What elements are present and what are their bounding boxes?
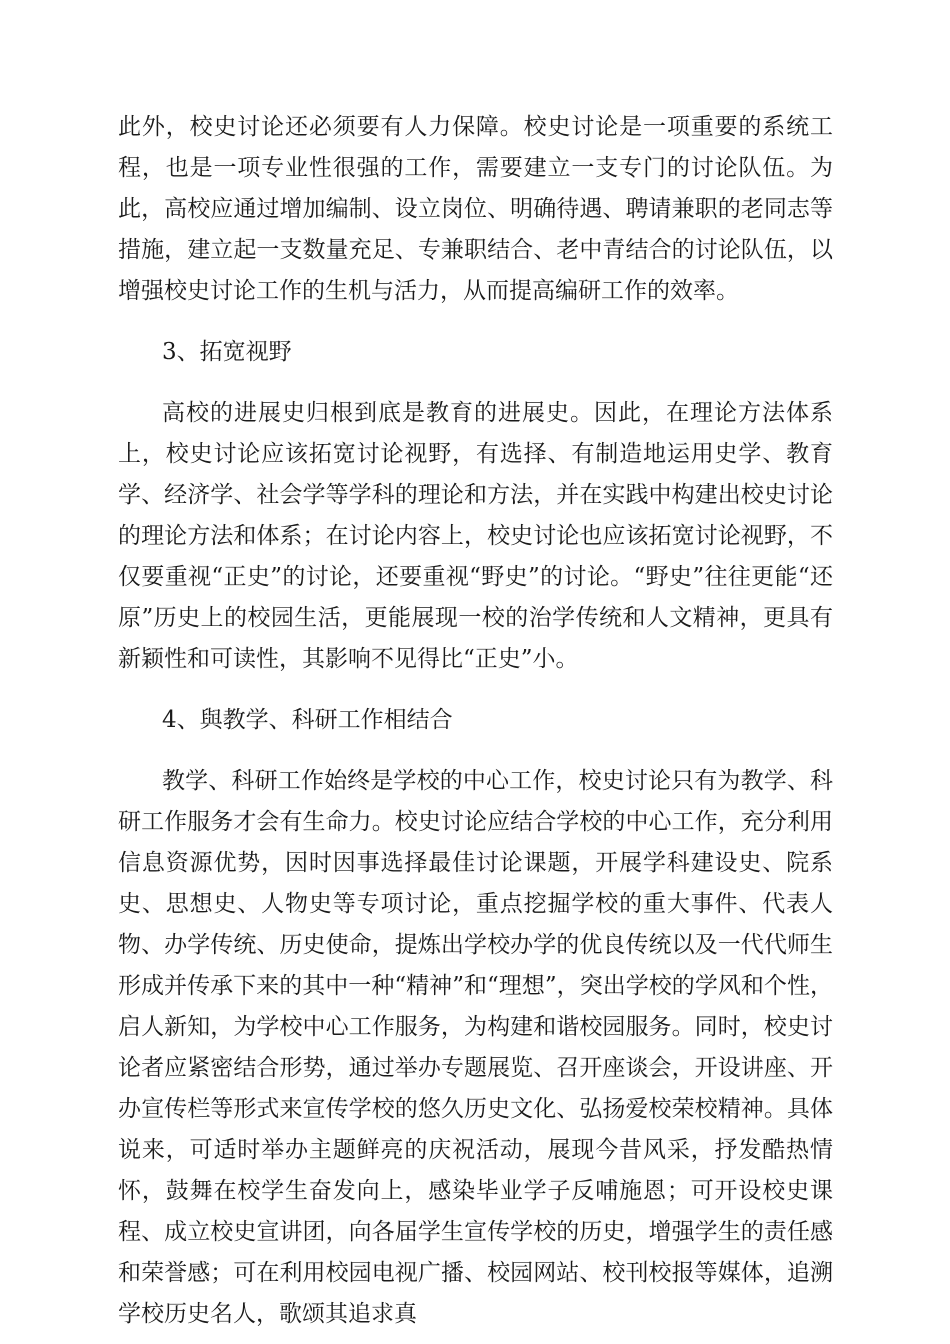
paragraph-gap (118, 312, 833, 332)
document-body (118, 107, 833, 1335)
section-heading-3: 3、拓宽视野 (162, 339, 292, 365)
paragraph-teaching-research: 教学、科研工作始终是学校的中心工作，校史讨论只有为教学、科研工作服务才会有生命力。校史讨论应结合学校的中心工作，充分利用信息资源优势，因时因事选择最佳讨论课题，开展学科建设史、院系史、思想史、人物史等专项讨论，重点挖掘学校的重大事件、代表人物、办学传统、历史使命，提炼出学校办学的优良传统以及一代代师生形成并传承下来的其中一种“精神”和“理想”，突出学校的学风和个性，启人新知，为学校中心工作服务，为构建和谐校园服务。同时，校史讨论者应紧密结合形势，通过举办专题展览、召开座谈会，开设讲座、开办宣传栏等形式来宣传学校的悠久历史文化、弘扬爱校荣校精神。具体说来，可适时举办主题鲜亮的庆祝活动，展现今昔风采，抒发酷热情怀，鼓舞在校学生奋发向上，感染毕业学子反哺施恩；可开设校史课程、成立校史宣讲团，向各届学生宣传学校的历史，增强学生的责任感和荣誉感；可在利用校园电视广播、校园网站、校刊校报等媒体，追溯学校历史名人，歌颂其追求真 (118, 768, 833, 1327)
paragraph-broaden-vision: 高校的进展史归根到底是教育的进展史。因此，在理论方法体系上，校史讨论应该拓宽讨论视野，有选择、有制造地运用史学、教育学、经济学、社会学等学科的理论和方法，并在实践中构建出校史讨论的理论方法和体系；在讨论内容上，校史讨论也应该拓宽讨论视野，不仅要重视“正史”的讨论，还要重视“野史”的讨论。“野史”往往更能“还原”历史上的校园生活，更能展现一校的治学传统和人文精神，更具有新颖性和可读性，其影响不见得比“正史”小。 (118, 400, 833, 672)
paragraph-gap (118, 680, 833, 700)
paragraph-human-resources: 此外，校史讨论还必须要有人力保障。校史讨论是一项重要的系统工程，也是一项专业性很强的工作，需要建立一支专门的讨论队伍。为此，高校应通过增加编制、设立岗位、明确待遇、聘请兼职的老同志等措施，建立起一支数量充足、专兼职结合、老中青结合的讨论队伍，以增强校史讨论工作的生机与活力，从而提高编研工作的效率。 (118, 114, 833, 304)
paragraph-gap (118, 741, 833, 761)
paragraph-gap (118, 373, 833, 393)
section-heading-4: 4、與教学、科研工作相结合 (162, 707, 453, 733)
